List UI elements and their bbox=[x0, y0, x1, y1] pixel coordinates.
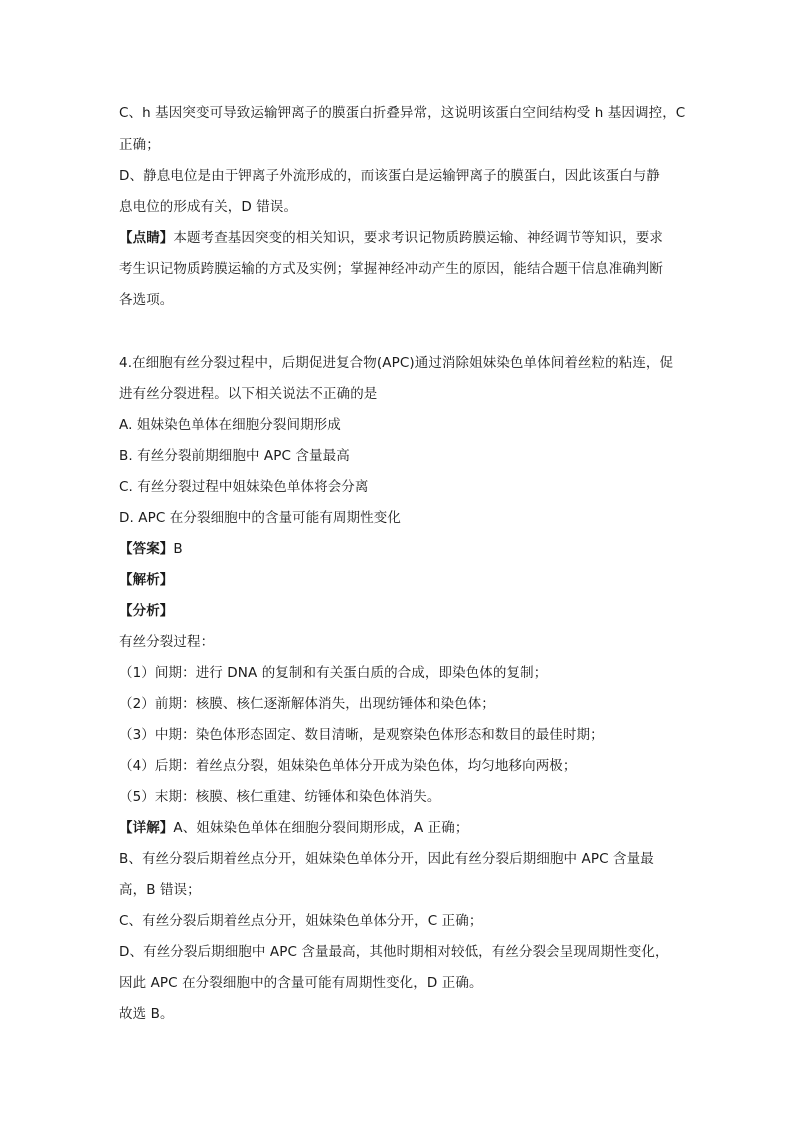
tip-label: 【点睛】 bbox=[119, 230, 174, 246]
tip-text-line1: 本题考查基因突变的相关知识，要求考识记物质跨膜运输、神经调节等知识，要求 bbox=[173, 230, 664, 246]
option-d: D. APC 在分裂细胞中的含量可能有周期性变化 bbox=[119, 510, 401, 526]
detail-d-line2: 因此 APC 在分裂细胞中的含量可能有周期性变化，D 正确。 bbox=[119, 975, 483, 991]
phase-metaphase: （3）中期：染色体形态固定、数目清晰，是观察染色体形态和数目的最佳时期； bbox=[119, 727, 604, 743]
tip-paragraph-line2: 考生识记物质跨膜运输的方式及实例；掌握神经冲动产生的原因，能结合题干信息准确判断 bbox=[119, 261, 663, 277]
tip-paragraph-line3: 各选项。 bbox=[119, 292, 174, 308]
phase-telophase: （5）末期：核膜、核仁重建、纺锤体和染色体消失。 bbox=[119, 789, 441, 805]
detail-label: 【详解】 bbox=[119, 820, 174, 836]
question-stem-line1: 4.在细胞有丝分裂过程中，后期促进复合物(APC)通过消除姐妹染色单体间着丝粒的粘连，促 bbox=[119, 355, 674, 371]
fenxi-label: 【分析】 bbox=[119, 603, 174, 619]
mitosis-title: 有丝分裂过程： bbox=[119, 634, 215, 650]
detail-a-text: A、姐妹染色单体在细胞分裂间期形成，A 正确； bbox=[173, 820, 469, 836]
phase-interphase: （1）间期：进行 DNA 的复制和有关蛋白质的合成，即染色体的复制； bbox=[119, 665, 548, 681]
answer-value: B bbox=[173, 541, 183, 557]
prev-option-c-line1: C、h 基因突变可导致运输钾离子的膜蛋白折叠异常，这说明该蛋白空间结构受 h 基因调控，C bbox=[119, 105, 686, 121]
phase-prophase: （2）前期：核膜、核仁逐渐解体消失，出现纺锤体和染色体； bbox=[119, 696, 495, 712]
prev-option-d-line2: 息电位的形成有关，D 错误。 bbox=[119, 199, 298, 215]
conclusion: 故选 B。 bbox=[119, 1006, 174, 1022]
analysis-label: 【解析】 bbox=[119, 572, 174, 588]
answer-label: 【答案】 bbox=[119, 541, 174, 557]
phase-anaphase: （4）后期：着丝点分裂，姐妹染色单体分开成为染色体，均匀地移向两极； bbox=[119, 758, 577, 774]
prev-option-d-line1: D、静息电位是由于钾离子外流形成的，而该蛋白是运输钾离子的膜蛋白，因此该蛋白与静 bbox=[119, 168, 660, 184]
detail-d-line1: D、有丝分裂后期细胞中 APC 含量最高，其他时期相对较低，有丝分裂会呈现周期性变化， bbox=[119, 944, 669, 960]
question-stem-line2: 进有丝分裂进程。以下相关说法不正确的是 bbox=[119, 386, 378, 402]
answer-line bbox=[119, 540, 679, 558]
detail-c: C、有丝分裂后期着丝点分开，姐妹染色单体分开，C 正确； bbox=[119, 913, 483, 929]
detail-b-line1: B、有丝分裂后期着丝点分开，姐妹染色单体分开，因此有丝分裂后期细胞中 APC 含量最 bbox=[119, 851, 654, 867]
option-c: C. 有丝分裂过程中姐妹染色单体将会分离 bbox=[119, 479, 369, 495]
prev-option-c-line2: 正确； bbox=[119, 137, 160, 153]
tip-paragraph-line1 bbox=[119, 229, 679, 247]
detail-line-a bbox=[119, 819, 679, 837]
option-a: A. 姐妹染色单体在细胞分裂间期形成 bbox=[119, 417, 341, 433]
option-b: B. 有丝分裂前期细胞中 APC 含量最高 bbox=[119, 448, 350, 464]
detail-b-line2: 高，B 错误； bbox=[119, 882, 201, 898]
